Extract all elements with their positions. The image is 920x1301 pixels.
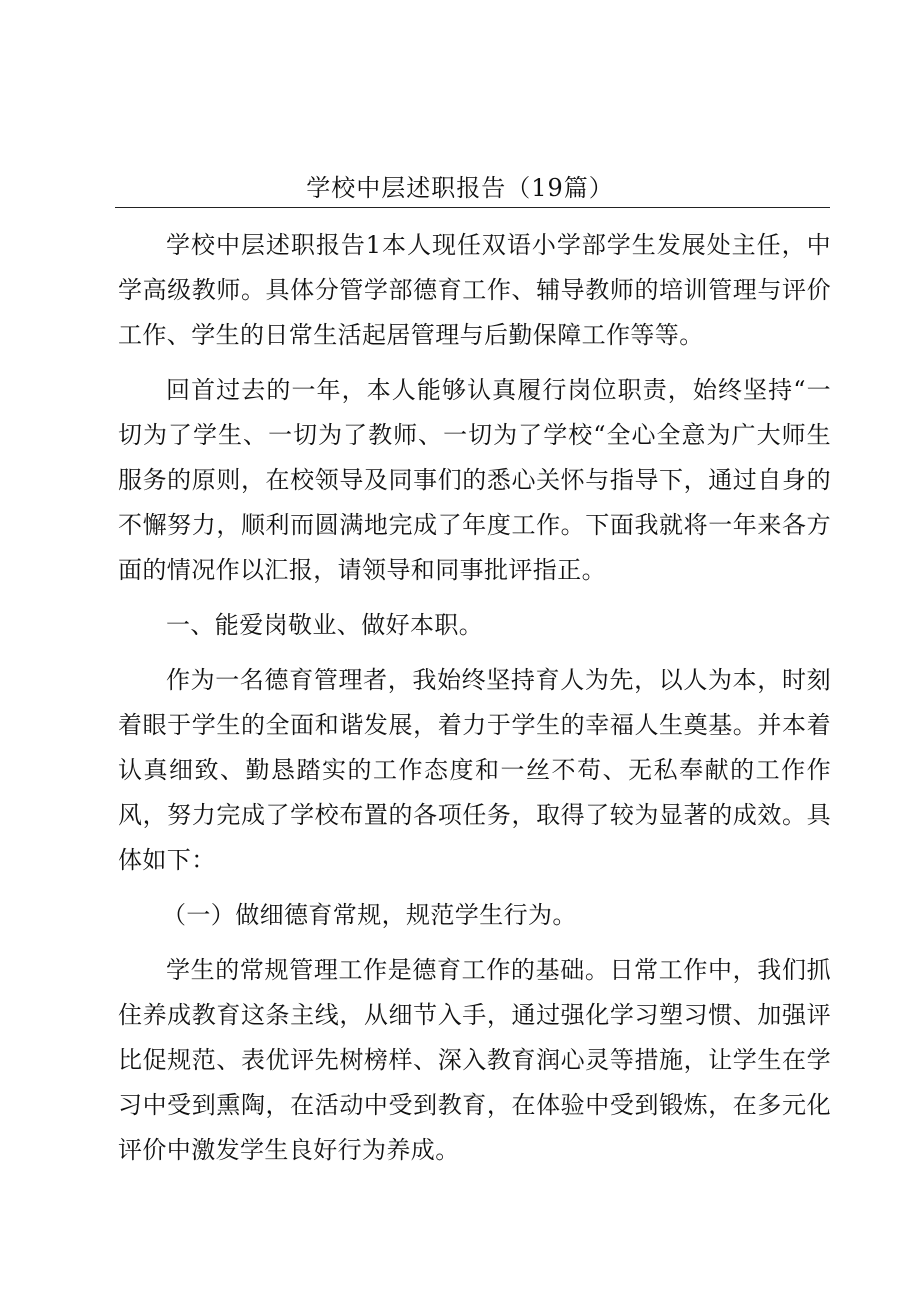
section-heading-1: 一、能爱岗敬业、做好本职。: [166, 611, 484, 639]
paragraph-intro: 学校中层述职报告1本人现任双语小学部学生发展处主任，中学高级教师。具体分管学部德育工作、辅导教师的培训管理与评价工作、学生的日常生活起居管理与后勤保障工作等等。: [118, 231, 831, 349]
subsection-heading-1: （一）做细德育常规，规范学生行为。: [162, 901, 577, 929]
paragraph-review: 回首过去的一年，本人能够认真履行岗位职责，始终坚持“一切为了学生、一切为了教师、一切为了学校“全心全意为广大师生服务的原则，在校领导及同事们的悉心关怀与指导下，通过自身的不懈努力，顺利而圆满地完成了年度工作。下面我就将一年来各方面的情况作以汇报，请领导和同事批评指正。: [118, 376, 831, 584]
paragraph-routine-management: 学生的常规管理工作是德育工作的基础。日常工作中，我们抓住养成教育这条主线，从细节入手，通过强化学习塑习惯、加强评比促规范、表优评先树榜样、深入教育润心灵等措施，让学生在学习中受到熏陶，在活动中受到教育，在体验中受到锻炼，在多元化评价中激发学生良好行为养成。: [118, 956, 831, 1164]
document-body: [118, 223, 831, 1183]
paragraph-moral-management: 作为一名德育管理者，我始终坚持育人为先，以人为本，时刻着眼于学生的全面和谐发展，着力于学生的幸福人生奠基。并本着认真细致、勤恳踏实的工作态度和一丝不苟、无私奉献的工作作风，努力完成了学校布置的各项任务，取得了较为显著的成效。具体如下：: [118, 666, 831, 874]
title-underline: [115, 207, 830, 208]
document-title: 学校中层述职报告（19篇）: [306, 174, 614, 202]
